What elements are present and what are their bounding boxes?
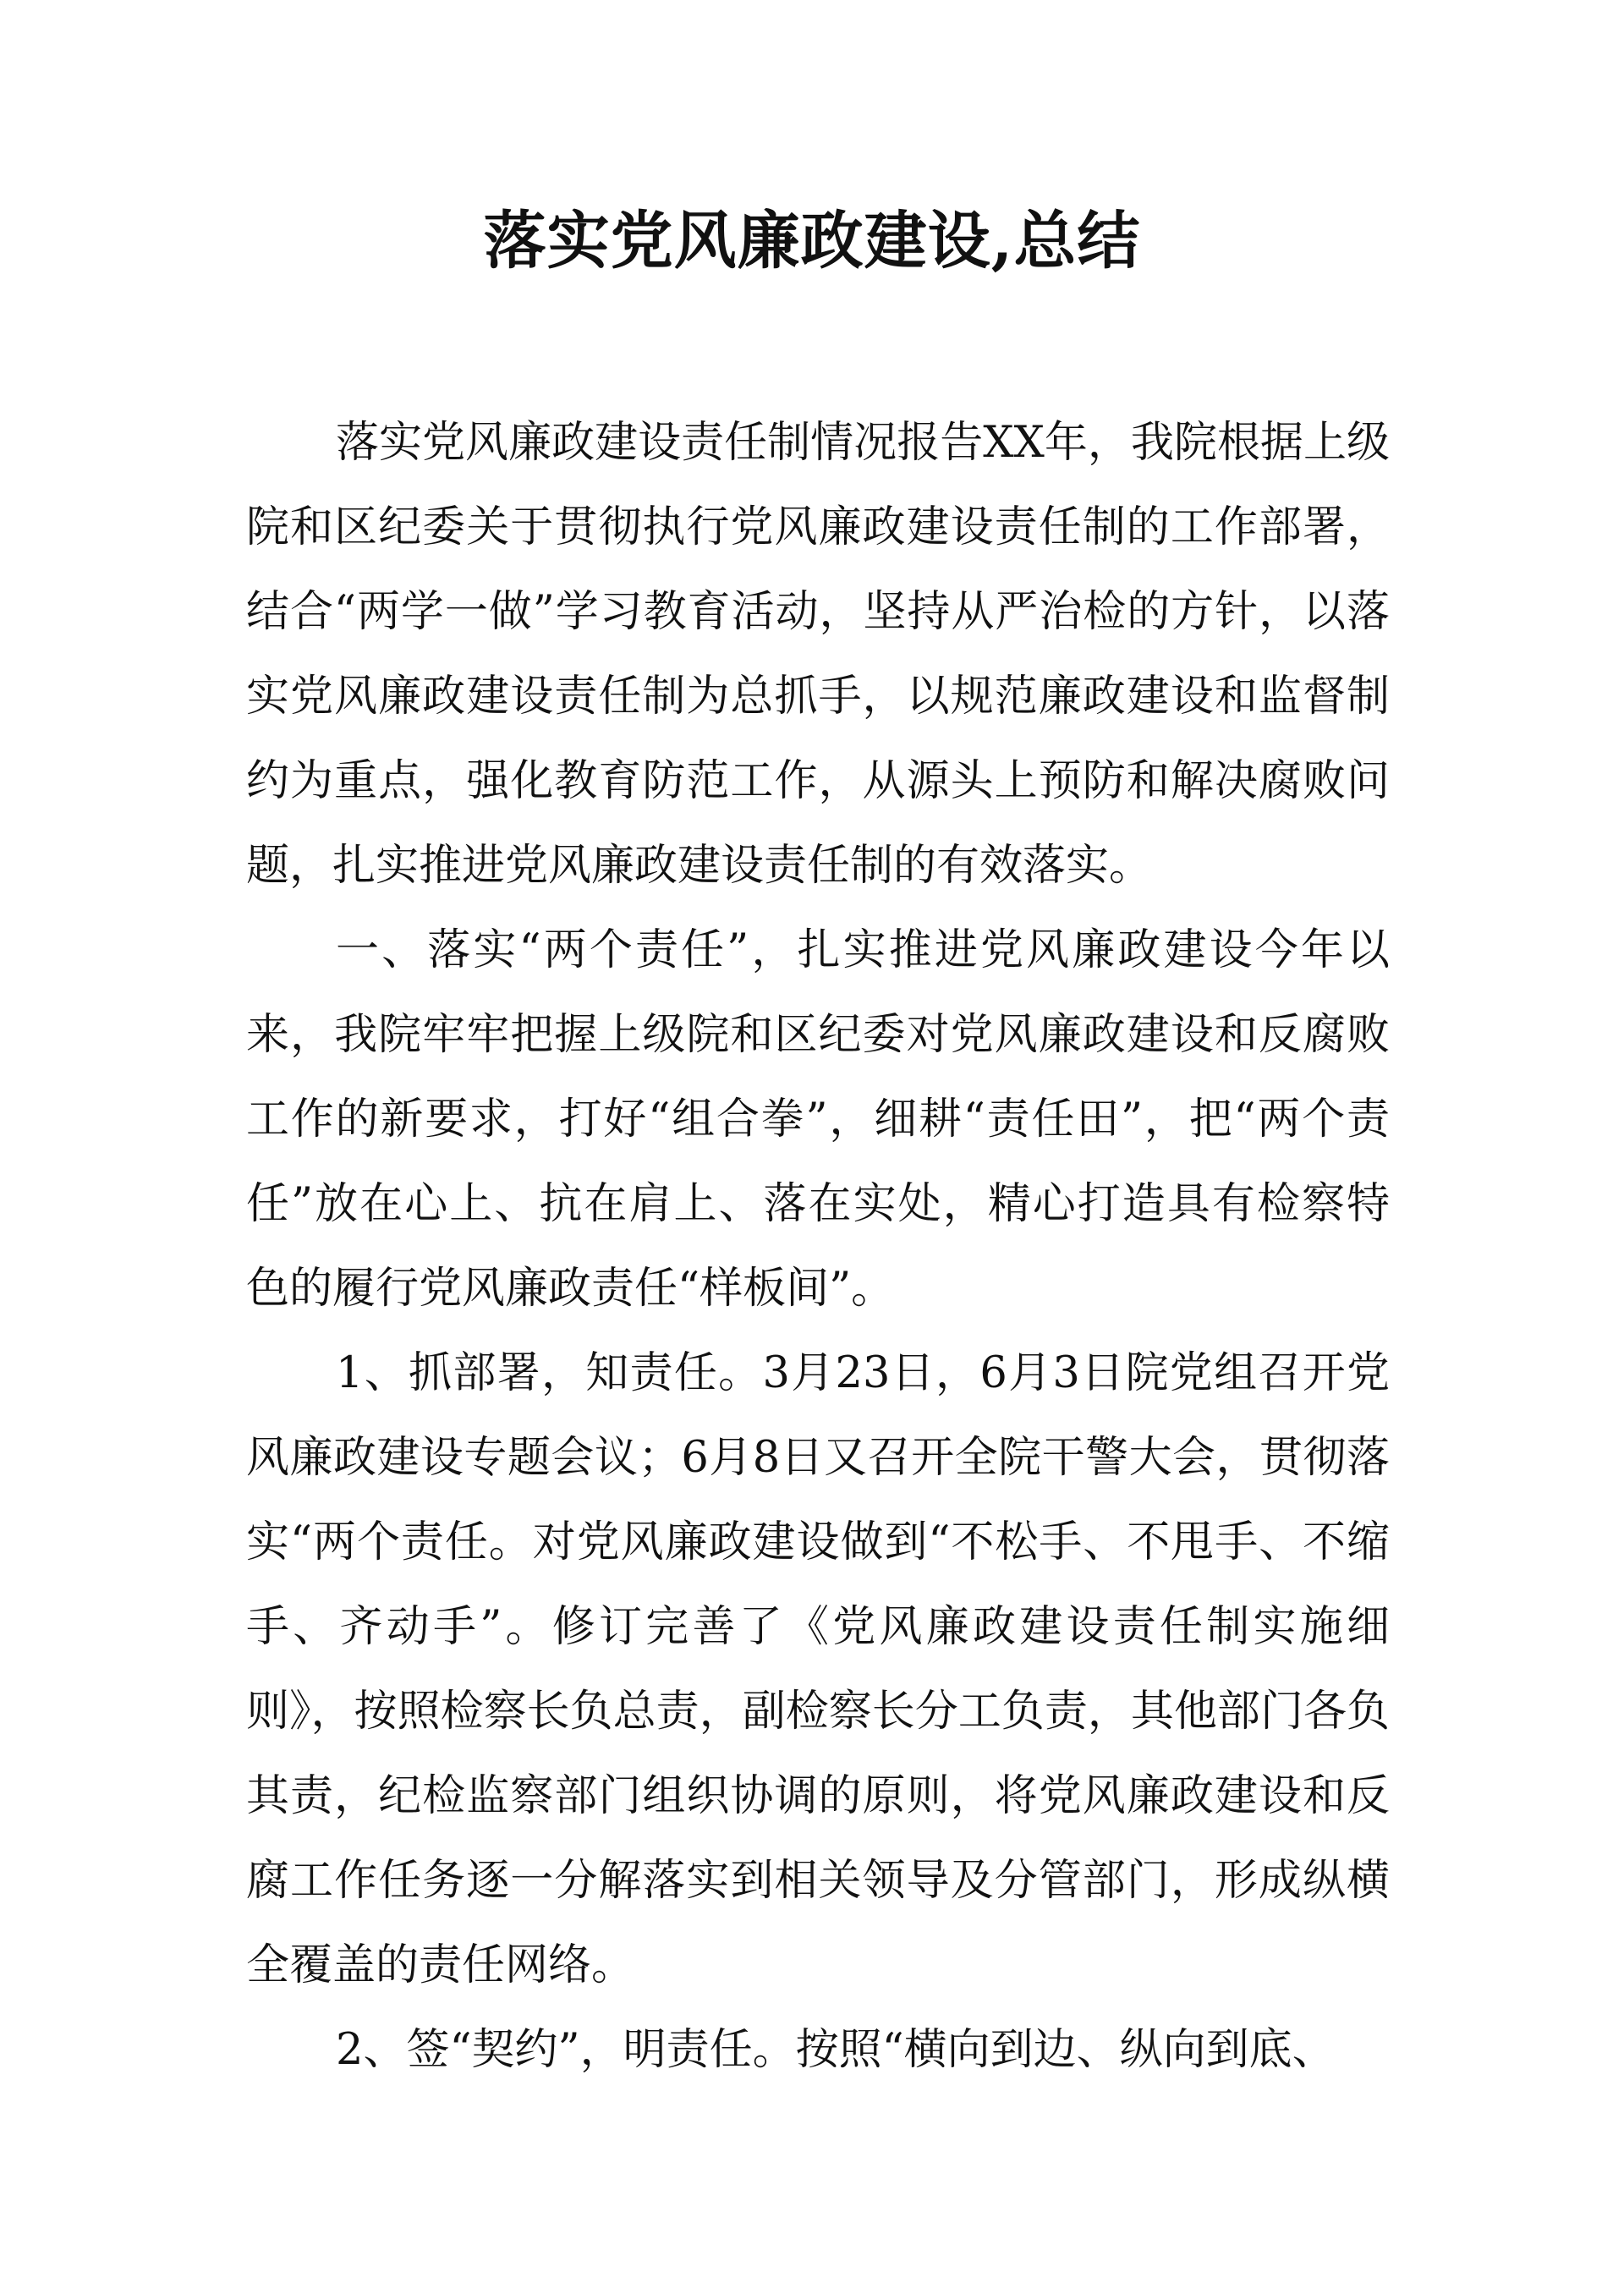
paragraph-item-one: 1、抓部署，知责任。3月23日，6月3日院党组召开党风廉政建设专题会议；6月8日又召开全院干警大会，贯彻落实“两个责任。对党风廉政建设做到“不松手、不甩手、不缩手、齐动手”。修订完善了《党风廉政建设责任制实施细则》，按照检察长负总责，副检察长分工负责，其他部门各负其责，纪检监察部门组织协调的原则，将党风廉政建设和反腐工作任务逐一分解落实到相关领导及分管部门，形成纵横全覆盖的责任网络。	[246, 1348, 1390, 1990]
paragraph-intro: 落实党风廉政建设责任制情况报告XX年，我院根据上级院和区纪委关于贯彻执行党风廉政建设责任制的工作部署，结合“两学一做”学习教育活动，坚持从严治检的方针，以落实党风廉政建设责任制为总抓手，以规范廉政建设和监督制约为重点，强化教育防范工作，从源头上预防和解决腐败问题，扎实推进党风廉政建设责任制的有效落实。	[246, 418, 1390, 891]
paragraph-section-one: 一、落实“两个责任”，扎实推进党风廉政建设今年以来，我院牢牢把握上级院和区纪委对党风廉政建设和反腐败工作的新要求，打好“组合拳”，细耕“责任田”，把“两个责任”放在心上、抗在肩上、落在实处，精心打造具有检察特色的履行党风廉政责任“样板间”。	[246, 925, 1390, 1314]
document-body	[246, 401, 1390, 2093]
document-title: 落实党风廉政建设,总结	[483, 205, 1141, 277]
paragraph-item-two: 2、签“契约”，明责任。按照“横向到边、纵向到底、	[336, 2025, 1336, 2075]
